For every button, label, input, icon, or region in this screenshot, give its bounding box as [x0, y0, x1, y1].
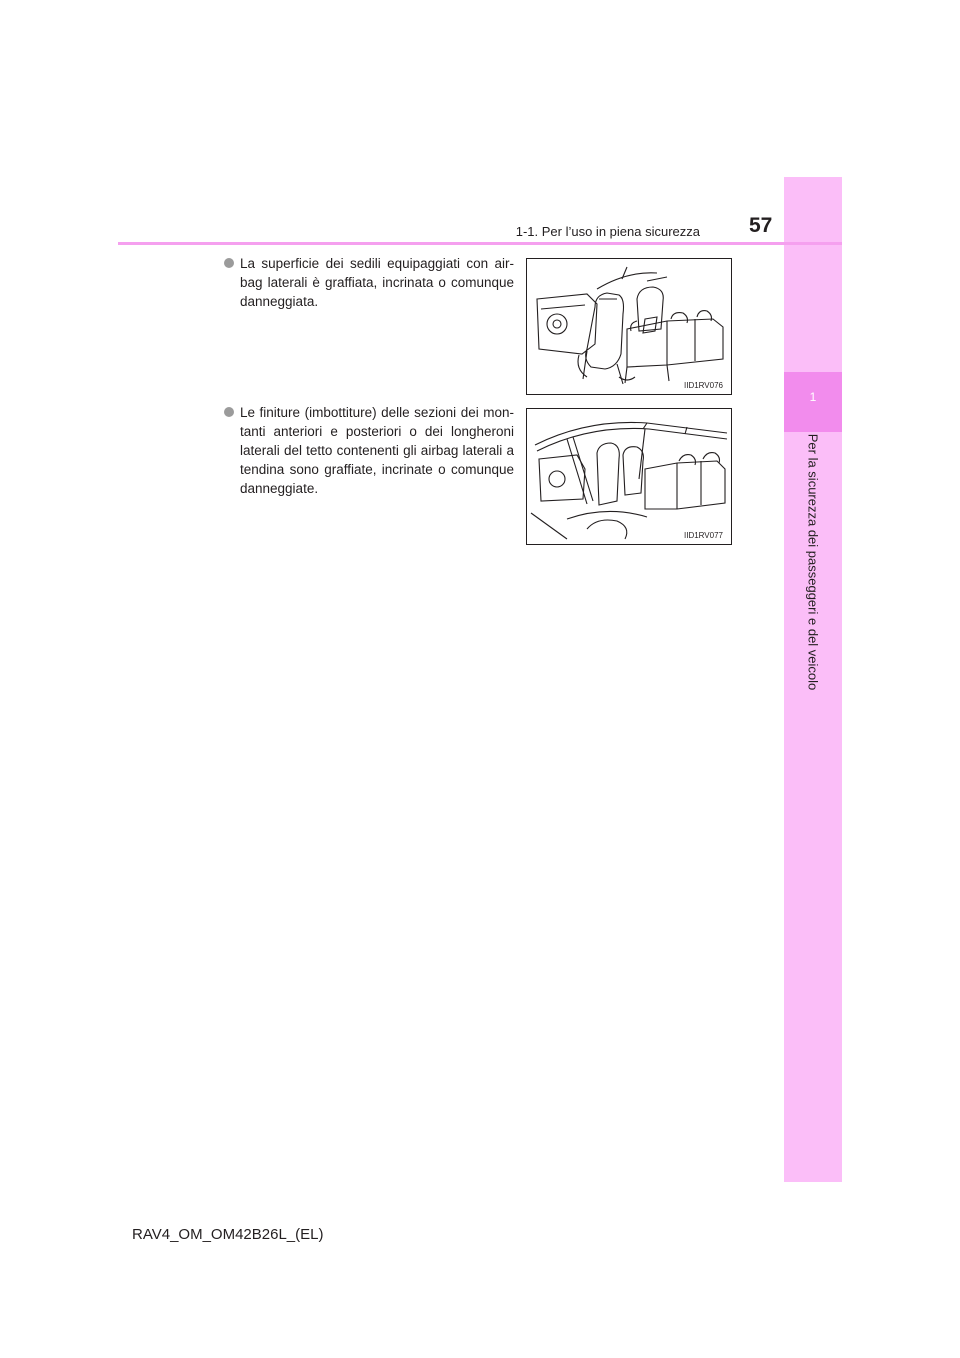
chapter-number: 1 [809, 390, 817, 404]
bullet-item-seat-surface [224, 254, 514, 311]
bullet-text: Le finiture (imbottiture) delle sezioni dei mon-tanti anteriori e posteriori o dei longheroni laterali del tetto contenenti gli airbag laterali a tendina sono graffiate, incrinate o comunque danneggiate. [240, 405, 514, 496]
seat-airbag-illustration [527, 259, 731, 394]
figure-code: IID1RV077 [684, 531, 723, 540]
figure-curtain-airbag [526, 408, 732, 545]
page-number: 57 [749, 214, 773, 237]
bullet-text: La superficie dei sedili equipaggiati con air-bag laterali è graffiata, incrinata o comunque danneggiata. [240, 256, 514, 309]
bullet-icon [224, 258, 234, 268]
figure-code: IID1RV076 [684, 381, 723, 390]
document-code: RAV4_OM_OM42B26L_(EL) [132, 1226, 324, 1243]
section-title: 1-1. Per l’uso in piena sicurezza [515, 224, 700, 239]
header-rule [118, 242, 842, 245]
chapter-title-text: Per la sicurezza dei passeggeri e del veicolo [805, 433, 821, 691]
curtain-airbag-illustration [527, 409, 731, 544]
bullet-item-pillar-trim [224, 403, 514, 498]
bullet-icon [224, 407, 234, 417]
figure-seat-side-airbag [526, 258, 732, 395]
